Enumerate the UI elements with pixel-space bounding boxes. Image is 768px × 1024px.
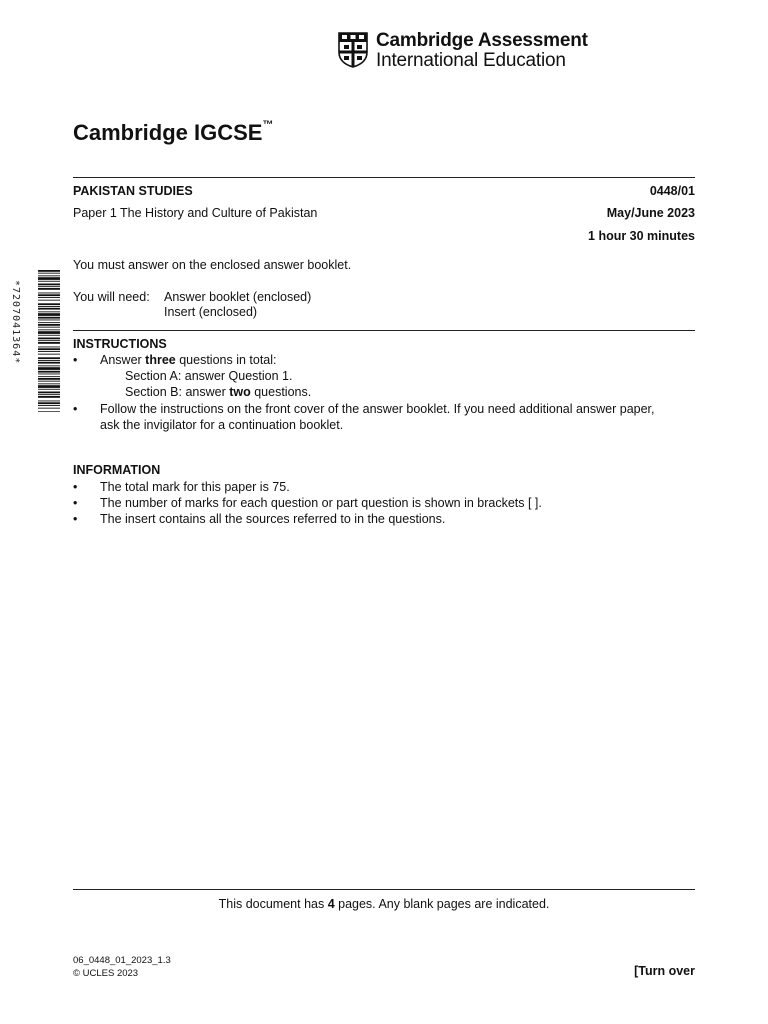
barcode-bar	[38, 303, 60, 305]
organisation-name-line2: International Education	[376, 50, 566, 71]
barcode-bar	[38, 300, 60, 301]
need-item: Answer booklet (enclosed)	[164, 290, 312, 304]
barcode-bar	[38, 320, 60, 321]
bullet-point: •	[73, 480, 78, 494]
bullet-point: •	[73, 512, 78, 526]
qualification-name: Cambridge IGCSE	[73, 120, 263, 145]
barcode-bar	[38, 378, 60, 380]
barcode-bar	[38, 357, 60, 359]
barcode-bar	[38, 340, 60, 341]
barcode-bar	[38, 394, 60, 395]
barcode-bar	[38, 385, 60, 388]
header-divider	[73, 177, 695, 178]
barcode-bar	[38, 402, 60, 404]
barcode-bar	[38, 351, 60, 352]
information-item: The number of marks for each question or part question is shown in brackets [ ].	[100, 496, 542, 510]
need-label: You will need:	[73, 290, 150, 304]
exam-session: May/June 2023	[606, 206, 695, 220]
barcode-bar	[38, 329, 60, 330]
cambridge-crest-icon	[338, 32, 368, 68]
barcode-bar	[38, 273, 60, 274]
instruction-item-continued: ask the invigilator for a continuation booklet.	[100, 418, 344, 432]
barcode-bar	[38, 376, 60, 377]
barcode-bar	[38, 342, 60, 344]
barcode-bar	[38, 297, 60, 298]
barcode-bar	[38, 335, 60, 336]
paper-code: 0448/01	[649, 184, 695, 198]
barcode-icon	[38, 270, 60, 412]
barcode-bar	[38, 294, 60, 296]
barcode-bar	[38, 288, 60, 290]
instruction-subitem: Section B: answer two questions.	[125, 385, 312, 399]
information-item: The total mark for this paper is 75.	[100, 480, 290, 494]
barcode-bar	[38, 327, 60, 328]
bullet-point: •	[73, 496, 78, 510]
barcode-bar	[38, 381, 60, 382]
answer-note: You must answer on the enclosed answer booklet.	[73, 258, 352, 272]
barcode-bar	[38, 389, 60, 390]
barcode-bar	[38, 293, 60, 294]
barcode-bar	[38, 284, 60, 286]
barcode-bar	[38, 411, 60, 412]
instruction-subitem: Section A: answer Question 1.	[125, 369, 293, 383]
barcode-bar	[38, 308, 60, 310]
barcode-bar	[38, 383, 60, 384]
page-count-note: This document has 4 pages. Any blank pages are indicated.	[218, 897, 550, 911]
bullet-point: •	[73, 353, 78, 367]
barcode-bar	[38, 317, 60, 319]
bullet-point: •	[73, 402, 78, 416]
barcode-bar	[38, 405, 60, 406]
barcode-bar	[38, 338, 60, 340]
document-reference: 06_0448_01_2023_1.3	[73, 955, 171, 966]
organisation-logo	[338, 30, 588, 72]
exam-duration: 1 hour 30 minutes	[588, 229, 695, 243]
barcode-number: *7207041364*	[10, 280, 21, 365]
instructions-heading: INSTRUCTIONS	[73, 337, 167, 351]
barcode-bar	[38, 286, 60, 287]
barcode-bar	[38, 281, 60, 282]
instruction-item: Answer three questions in total:	[100, 353, 277, 367]
barcode-bar	[38, 324, 60, 326]
subject-name: PAKISTAN STUDIES	[73, 184, 193, 198]
barcode-bar	[38, 331, 60, 334]
section-divider	[73, 330, 695, 331]
barcode-bar	[38, 347, 60, 348]
barcode-bar	[38, 277, 60, 280]
barcode-bar	[38, 408, 60, 409]
barcode-bar	[38, 371, 60, 373]
copyright-notice: © UCLES 2023	[73, 968, 139, 979]
barcode-bar	[38, 313, 60, 316]
information-heading: INFORMATION	[73, 463, 161, 477]
barcode-bar	[38, 365, 60, 366]
barcode-bar	[38, 275, 60, 276]
barcode-bar	[38, 354, 60, 355]
barcode-bar	[38, 311, 60, 312]
need-item: Insert (enclosed)	[164, 305, 258, 319]
barcode-bar	[38, 374, 60, 375]
barcode-bar	[38, 306, 60, 307]
information-item: The insert contains all the sources referred to in the questions.	[100, 512, 446, 526]
instruction-item: Follow the instructions on the front cover of the answer booklet. If you need additional answer paper,	[100, 402, 655, 416]
barcode-bar	[38, 348, 60, 350]
barcode-bar	[38, 401, 60, 402]
barcode-bar	[38, 367, 60, 370]
barcode-bar	[38, 360, 60, 361]
paper-title: Paper 1 The History and Culture of Pakistan	[73, 206, 318, 220]
turn-over-note: [Turn over	[634, 964, 695, 978]
qualification-title	[73, 120, 273, 146]
barcode-bar	[38, 362, 60, 364]
barcode-bar	[38, 392, 60, 394]
barcode-bar	[38, 396, 60, 398]
footer-divider	[73, 889, 695, 890]
barcode-bar	[38, 322, 60, 323]
organisation-name-line1: Cambridge Assessment	[376, 30, 588, 51]
barcode-bar	[38, 270, 60, 272]
trademark-symbol: ™	[262, 118, 274, 131]
